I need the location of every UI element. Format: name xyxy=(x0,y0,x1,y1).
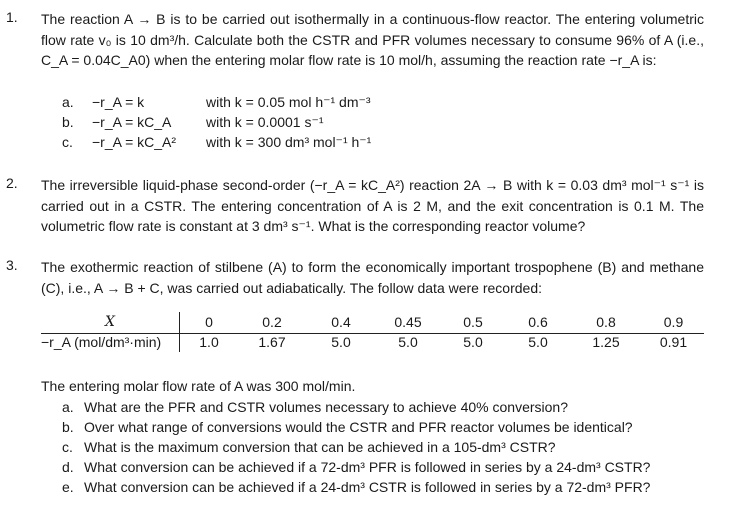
question-2-text: The irreversible liquid-phase second-order (−r_A = kC_A²) reaction 2A → B with k = 0.03 dm³ mol⁻¹ s⁻¹ is carried out in a CSTR. The entering concentration of A is 2 M, and the exit concentration is 0.1 M. The volumetric flow rate is constant at 3 dm³ s⁻¹. What is the corresponding reactor volume? xyxy=(41,177,704,234)
x-cell: 0.8 xyxy=(596,314,616,330)
table-row-rate xyxy=(41,332,705,352)
x-cell: 0.5 xyxy=(463,314,483,330)
question-3-number: 3. xyxy=(6,257,18,273)
q1-part-a-constant: with k = 0.05 mol h⁻¹ dm⁻³ xyxy=(206,94,371,110)
x-cell: 0.6 xyxy=(528,314,548,330)
q3-part-c-label: c. xyxy=(62,439,73,455)
rate-cell: 5.0 xyxy=(528,334,548,350)
question-1-text: The reaction A → B is to be carried out isothermally in a continuous-flow reactor. The entering volumetric flow rate v₀ is 10 dm³/h. Calculate both the CSTR and PFR volumes necessary to consume 96% of A (i.e., C_A = 0.04C_A0) when the entering molar flow rate is 10 mol/h, assuming the reaction rate −r_A is: xyxy=(41,11,704,68)
x-cell: 0.45 xyxy=(394,314,422,330)
rate-cell: 1.67 xyxy=(258,334,286,350)
row-label-x: X xyxy=(41,312,180,332)
rate-cell: 1.0 xyxy=(199,334,219,350)
x-cell: 0 xyxy=(205,314,213,330)
q1-part-c-rate: −r_A = kC_A² xyxy=(92,134,177,150)
question-2-number: 2. xyxy=(6,175,18,191)
x-cell: 0.2 xyxy=(262,314,282,330)
q3-part-a-text: What are the PFR and CSTR volumes necessary to achieve 40% conversion? xyxy=(84,399,569,415)
q1-part-b-rate: −r_A = kC_A xyxy=(92,114,172,130)
x-cell: 0.9 xyxy=(663,314,684,330)
rate-data-table xyxy=(41,312,705,352)
q3-part-c-text: What is the maximum conversion that can be achieved in a 105-dm³ CSTR? xyxy=(84,439,556,455)
q3-part-d-text: What conversion can be achieved if a 72-dm³ PFR is followed in series by a 24-dm³ CSTR? xyxy=(84,459,651,475)
rate-cell: 0.91 xyxy=(659,334,688,350)
q1-part-a-label: a. xyxy=(62,94,74,110)
q3-part-b-text: Over what range of conversions would the CSTR and PFR reactor volumes be identical? xyxy=(84,419,633,435)
q1-part-b-label: b. xyxy=(62,114,74,130)
q3-part-a-label: a. xyxy=(62,399,74,415)
q3-part-d-label: d. xyxy=(62,459,74,475)
rate-cell: 1.25 xyxy=(592,334,620,350)
q1-part-c-label: c. xyxy=(62,134,73,150)
q3-part-e-label: e. xyxy=(62,479,74,495)
q3-after-text: The entering molar flow rate of A was 300 mol/min. xyxy=(41,378,356,394)
q3-part-b-label: b. xyxy=(62,419,74,435)
q3-part-e-text: What conversion can be achieved if a 24-dm³ CSTR is followed in series by a 72-dm³ PFR? xyxy=(84,479,651,495)
q1-part-b-constant: with k = 0.0001 s⁻¹ xyxy=(206,114,324,130)
question-1-number: 1. xyxy=(6,9,18,25)
q1-part-c-constant: with k = 300 dm³ mol⁻¹ h⁻¹ xyxy=(206,134,372,150)
rate-cell: 5.0 xyxy=(463,334,483,350)
x-cell: 0.4 xyxy=(331,314,351,330)
row-label-rate: −r_A (mol/dm³·min) xyxy=(41,332,180,352)
question-3-text: The exothermic reaction of stilbene (A) to form the economically important trospophene (B) and methane (C), i.e., A → B + C, was carried out adiabatically. The follow data were recorded: xyxy=(41,259,704,296)
table-row-x xyxy=(41,312,705,332)
q1-part-a-rate: −r_A = k xyxy=(92,94,145,110)
rate-cell: 5.0 xyxy=(331,334,351,350)
rate-cell: 5.0 xyxy=(398,334,418,350)
